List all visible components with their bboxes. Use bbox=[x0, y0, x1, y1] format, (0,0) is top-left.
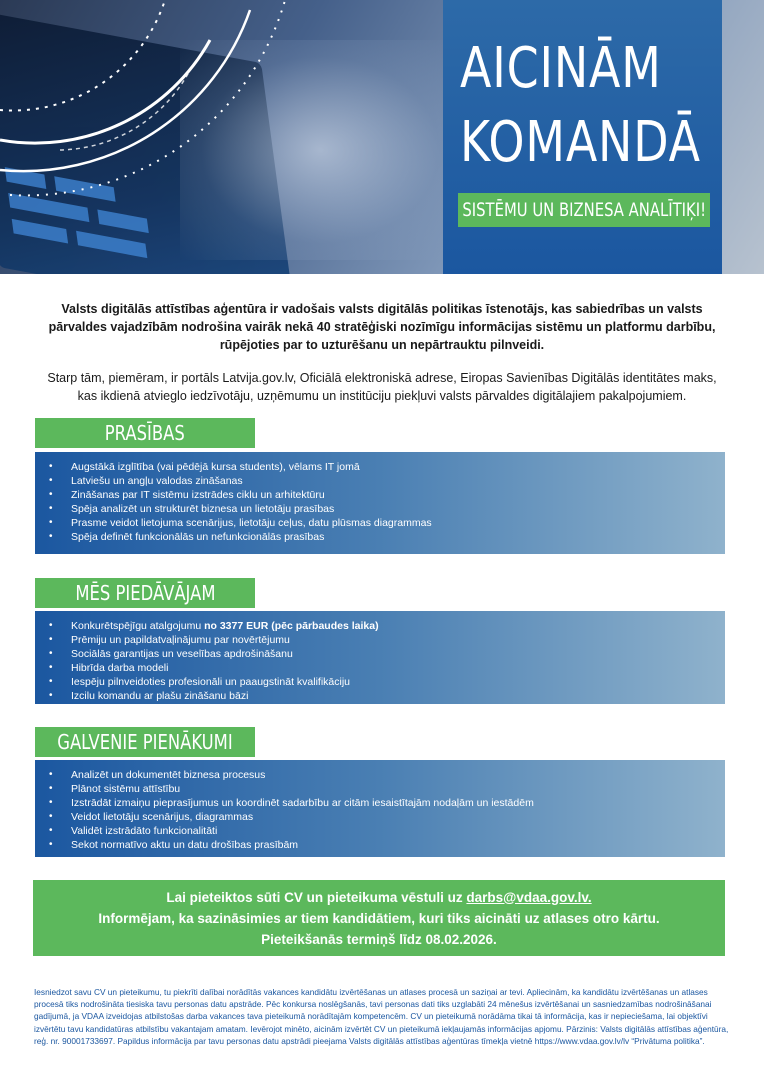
duties-heading: GALVENIE PIENĀKUMI bbox=[35, 727, 255, 757]
list-item: • Konkurētspējīgu atalgojumu no 3377 EUR (pēc pārbaudes laika) bbox=[49, 620, 379, 632]
list-item: • Latviešu un angļu valodas zināšanas bbox=[49, 475, 243, 487]
application-cta bbox=[33, 880, 725, 956]
bullet-icon: • bbox=[49, 769, 53, 780]
list-item: • Veidot lietotāju scenārijus, diagrammas bbox=[49, 811, 254, 823]
list-item: • Sociālās garantijas un veselības apdrošināšanu bbox=[49, 648, 293, 660]
list-item: • Augstākā izglītība (vai pēdējā kursa students), vēlams IT jomā bbox=[49, 461, 360, 473]
bullet-icon: • bbox=[49, 503, 53, 514]
list-item: • Prasme veidot lietojuma scenārijus, lietotāju ceļus, datu plūsmas diagrammas bbox=[49, 517, 432, 529]
bullet-icon: • bbox=[49, 797, 53, 808]
hero-subtitle: SISTĒMU UN BIZNESA ANALĪTIĶI! bbox=[458, 193, 710, 227]
list-item: • Plānot sistēmu attīstību bbox=[49, 783, 181, 795]
cta-deadline: Pieteikšanās termiņš līdz 08.02.2026. bbox=[261, 931, 497, 947]
offer-heading: MĒS PIEDĀVĀJAM bbox=[35, 578, 255, 608]
bullet-icon: • bbox=[49, 783, 53, 794]
intro-paragraph: Starp tām, piemēram, ir portāls Latvija.gov.lv, Oficiālā elektroniskā adrese, Eiropas Savienības Digitālās identitātes maks, kas ikdienā atvieglo iedzīvotāju, uzņēmumu un institūciju piekļuvi valsts pārvaldes digitālajiem pakalpojumiem. bbox=[47, 371, 717, 403]
bullet-icon: • bbox=[49, 634, 53, 645]
offer-box bbox=[35, 611, 725, 704]
decorative-arcs bbox=[0, 0, 443, 274]
list-item: • Hibrīda darba modeli bbox=[49, 662, 169, 674]
list-item: • Izstrādāt izmaiņu pieprasījumus un koordinēt sadarbību ar citām iesaistītajām nodaļām un iestādēm bbox=[49, 797, 534, 809]
duties-list bbox=[49, 768, 534, 852]
requirements-box bbox=[35, 452, 725, 554]
bullet-icon: • bbox=[49, 662, 53, 673]
bullet-icon: • bbox=[49, 648, 53, 659]
list-item: • Spēja analizēt un strukturēt biznesa un lietotāju prasības bbox=[49, 503, 335, 515]
list-item: • Prēmiju un papildatvaļinājumu par novērtējumu bbox=[49, 634, 290, 646]
list-item: • Spēja definēt funkcionālās un nefunkcionālās prasības bbox=[49, 531, 325, 543]
bullet-icon: • bbox=[49, 517, 53, 528]
salary-highlight: no 3377 EUR (pēc pārbaudes laika) bbox=[204, 620, 379, 632]
hero-title-line1: AICINĀM bbox=[460, 36, 662, 101]
bullet-icon: • bbox=[49, 489, 53, 500]
cta-line2: Informējam, ka sazināsimies ar tiem kandidātiem, kuri tiks aicināti uz atlases otro kārtu. bbox=[98, 910, 660, 926]
intro-bold-paragraph: Valsts digitālās attīstības aģentūra ir vadošais valsts digitālās politikas īstenotājs, kas sabiedrības un valsts pārvaldes vajadzībām nodrošina vairāk nekā 40 stratēģiski nozīmīgu informācijas sistēmu un platformu darbību, rūpējoties par to uzturēšanu un nepārtrauktu pilnveidi. bbox=[48, 302, 716, 352]
requirements-heading: PRASĪBAS bbox=[35, 418, 255, 448]
bullet-icon: • bbox=[49, 475, 53, 486]
bullet-icon: • bbox=[49, 676, 53, 687]
list-item: • Analizēt un dokumentēt biznesa procesus bbox=[49, 769, 266, 781]
duties-box bbox=[35, 760, 725, 857]
bullet-icon: • bbox=[49, 811, 53, 822]
bullet-icon: • bbox=[49, 839, 53, 850]
cta-line1: Lai pieteiktos sūti CV un pieteikuma vēstuli uz darbs@vdaa.gov.lv. bbox=[166, 889, 592, 905]
list-item: • Izcilu komandu ar plašu zināšanu bāzi bbox=[49, 690, 249, 702]
bullet-icon: • bbox=[49, 461, 53, 472]
hero-title-line2: KOMANDĀ bbox=[460, 110, 701, 175]
bullet-icon: • bbox=[49, 620, 53, 631]
list-item: • Zināšanas par IT sistēmu izstrādes ciklu un arhitektūru bbox=[49, 489, 325, 501]
bullet-icon: • bbox=[49, 690, 53, 701]
email-link[interactable]: darbs@vdaa.gov.lv. bbox=[466, 889, 592, 905]
list-item: • Sekot normatīvo aktu un datu drošības prasībām bbox=[49, 839, 299, 851]
hero-image bbox=[0, 0, 764, 274]
offer-list bbox=[49, 619, 379, 703]
bullet-icon: • bbox=[49, 825, 53, 836]
requirements-list bbox=[49, 460, 432, 544]
list-item: • Iespēju pilnveidoties profesionāli un paaugstināt kvalifikāciju bbox=[49, 676, 351, 688]
list-item: • Validēt izstrādāto funkcionalitāti bbox=[49, 825, 218, 837]
bullet-icon: • bbox=[49, 531, 53, 542]
privacy-notice: Iesniedzot savu CV un pieteikumu, tu piekrīti dalībai norādītās vakances kandidātu izvērtēšanas un atlases procesā un saziņai ar tevi. Apliecinām, ka kandidātu izvērtēšanas un atlases procesā tiks nodrošināta tiesiska tavu personas datu apstrāde. Pēc konkursa noslēgšanās, tavi personas dati tiks uzglabāti 24 mēnešus izvērtēšanai un sasniedzamības nodrošināšanai gadījumā, ja VDAA izveidojas atbilstošas darba vakances tava pieteikumā norādītajām kompetencēm. CV un pieteikumā norādāma tikai tā informācija, kas ir nepieciešama, lai objektīvi izvērtētu tavu kandidatūras atbilstību vakantajam amatam. Ievērojot minēto, aicinām izvērtēt CV un pieteikumā iekļaujamās informācijas apjomu. Pārzinis: Valsts digitālās attīstības aģentūra, reģ. nr. 90001733697. Papildus informācija par tavu personas datu apstrādi pieejama Valsts digitālās attīstības aģentūras tīmekļa vietnē https://www.vdaa.gov.lv/lv “Privātuma politika”. bbox=[34, 987, 729, 1046]
